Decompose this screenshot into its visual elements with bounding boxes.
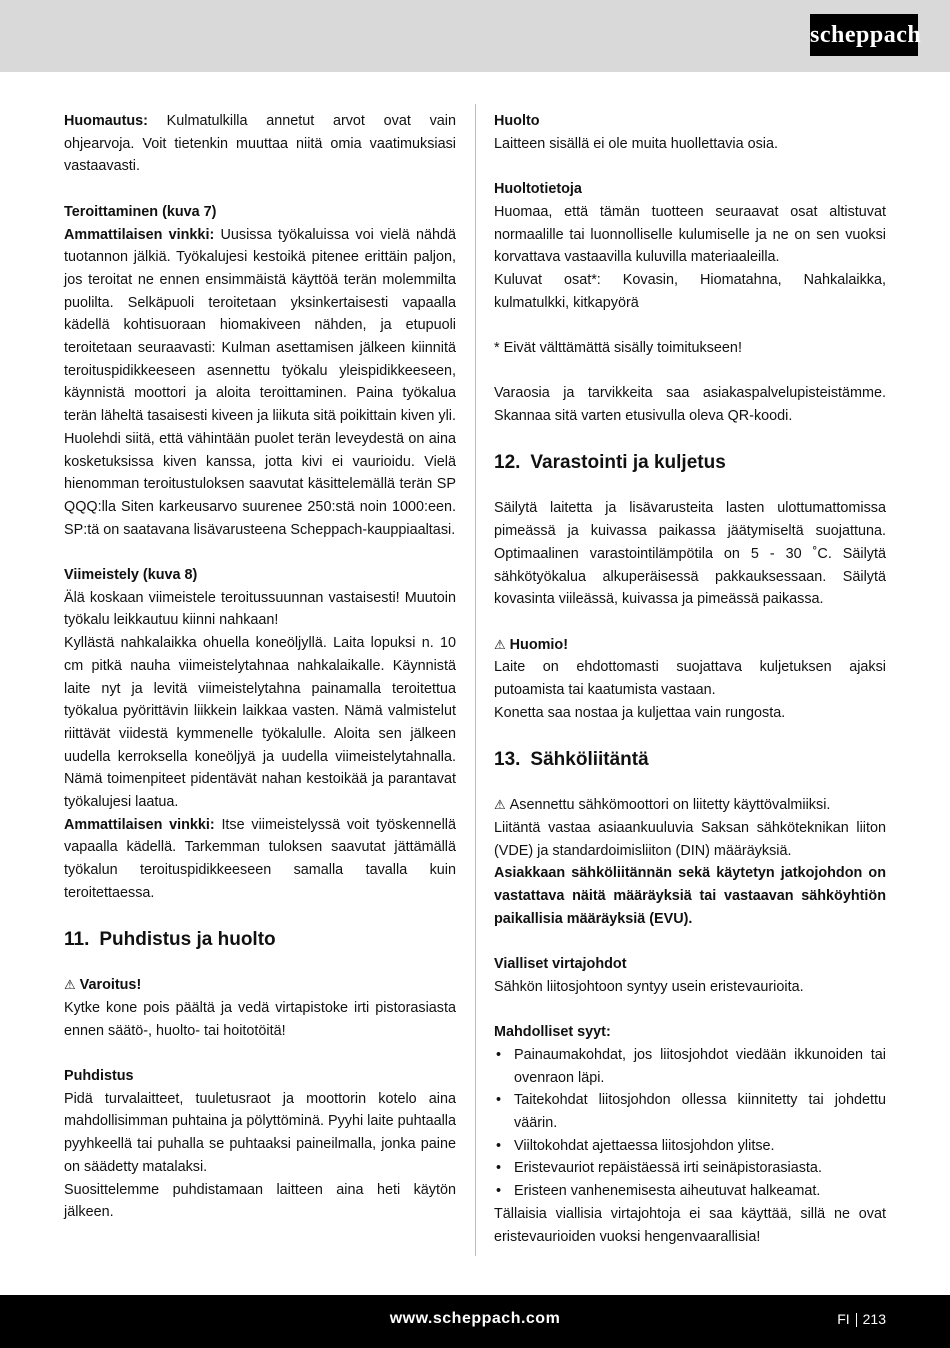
list-item: • Painaumakohdat, jos liitosjohdot viedään ikkunoiden tai ovenraon läpi. xyxy=(494,1044,886,1089)
section-13-title: Sähköliitäntä xyxy=(530,749,649,771)
finish-tip-paragraph xyxy=(64,814,456,905)
causes-list xyxy=(494,1044,886,1203)
section-11-title: Puhdistus ja huolto xyxy=(99,929,276,951)
finish-text-1: Älä koskaan viimeistele teroitussuunnan vastaisesti! Muutoin työkalu leikkautuu kiinni nahkaan! xyxy=(64,589,456,629)
warning-icon: ⚠ xyxy=(494,636,506,652)
language-code: FI xyxy=(837,1311,850,1327)
notice-text-1: Laite on ehdottomasti suojattava kuljetuksen ajaksi putoamista tai kaatumista vastaan. xyxy=(494,659,886,699)
warning-heading xyxy=(64,974,456,997)
spare-parts-text: Varaosia ja tarvikkeita saa asiakaspalvelupisteistämme. Skannaa sitä varten etusivulla oleva QR-koodi. xyxy=(494,385,886,425)
section-13-heading xyxy=(494,747,886,772)
wear-parts-text: Kuluvat osat*: Kovasin, Hiomatahna, Nahkalaikka, kulmatulkki, kitkapyörä xyxy=(494,271,886,311)
cleaning-title: Puhdistus xyxy=(64,1068,134,1085)
sharpen-text: Uusissa työkaluissa voi vielä nähdä tuotannon jälkiä. Työkalujesi kestoikä pitenee erittäin paljon, jos teroitat ne ennen ensimmäistä käyttöä terän molemmilta puolilta. Selkäpuoli teroitetaan yksinkertaisesti vapaalla kädellä kohtisuoraan hiomakiveen nähden, ja etupuoli teroitetaan seuraavasti: Kulman asettamisen jälkeen kiinnitä teroituspidikkeeseen asennettu työkalu yleispidikkeeseen, käynnistä moottori ja aloita teroittaminen. Paina työkalua terän läheltä tasaisesti kiveen ja liikuta sitä poikittain kiven yli. Huolehdi siitä, että vähintään puolet terän leveydestä on aina kosketuksissa kiven kanssa, jotta kivi ei vaurioidu. Vielä hienomman teroitustuloksen saavutat käsittelemällä terän SP QQQ:lla Siten karkeusarvo suurenee 250:stä noin 1000:een. SP:tä on saatavana lisävarusteena Scheppach-kauppiaaltasi. xyxy=(64,226,456,538)
list-item: • Taitekohdat liitosjohdon ollessa kiinnitetty tai johdettu väärin. xyxy=(494,1089,886,1134)
service-text: Laitteen sisällä ei ole muita huollettavia osia. xyxy=(494,135,778,152)
closing-text: Tällaisia viallisia virtajohtoja ei saa käyttää, sillä ne ovat eristevaurioiden vuoksi hengenvaarallisia! xyxy=(494,1205,886,1245)
service-info-title: Huoltotietoja xyxy=(494,181,582,198)
cleaning-text-1: Pidä turvalaitteet, tuuletusraot ja moottorin kotelo aina mahdollisimman puhtaina ja pölyttöminä. Pyyhi laite puhtaalla pyyhkeellä tai puhalla se puhtaaksi paineilmalla, jonka paine on säädetty matalaksi. xyxy=(64,1090,456,1175)
warning-text: Kytke kone pois päältä ja vedä virtapistoke irti pistorasiasta ennen säätö-, huolto- tai hoitotöitä! xyxy=(64,999,456,1039)
note-text: Kulmatulkilla annetut arvot ovat vain ohjearvoja. Voit tietenkin muuttaa niitä omia vaatimuksiasi vastaavasti. xyxy=(64,113,456,175)
page-number-value: 213 xyxy=(862,1311,886,1327)
notice-label: Huomio! xyxy=(509,636,569,653)
cleaning-text-2: Suosittelemme puhdistamaan laitteen aina heti käytön jälkeen. xyxy=(64,1181,456,1221)
list-item: • Viiltokohdat ajettaessa liitosjohdon ylitse. xyxy=(494,1135,886,1158)
sharpen-paragraph xyxy=(64,224,456,542)
causes-title: Mahdolliset syyt: xyxy=(494,1024,611,1041)
finish-title: Viimeistely (kuva 8) xyxy=(64,567,198,584)
page-number xyxy=(837,1295,886,1343)
electric-bold-text: Asiakkaan sähköliitännän sekä käytetyn jatkojohdon on vastattava näitä määräyksiä tai vastaavan sähköyhtiön paikallisia määräyksiä (EVU). xyxy=(494,865,886,927)
finish-text-2: Kyllästä nahkalaikka ohuella koneöljyllä. Laita lopuksi n. 10 cm pitkä nauha viimeistelytahnaa nahkalaikalle. Käynnistä laite nyt ja levitä viimeistelytahna painamalla teroitettua työkalua pyörittävin liikkein laikkaa vasten. Nämä valmistelut riittävät viidestä kymmenelle työkalulle. Aloita sen jälkeen uudella kerroksella koneöljyä ja uudella viimeistelytahnalla. Nämä toimenpiteet pidentävät nahan kestoikää ja parantavat työkalujesi laatua. xyxy=(64,635,456,811)
footer-separator xyxy=(856,1313,857,1327)
list-item: • Eristeen vanhenemisesta aiheutuvat halkeamat. xyxy=(494,1180,886,1203)
section-11-number: 11. xyxy=(64,929,90,951)
footer-url[interactable]: www.scheppach.com xyxy=(389,1310,561,1327)
service-info-text: Huomaa, että tämän tuotteen seuraavat osat altistuvat normaalille tai luonnolliselle kulumiselle ja ne on sen vuoksi korvattava vastaavilla kuluvilla materiaaleilla. xyxy=(494,203,886,266)
faulty-title: Vialliset virtajohdot xyxy=(494,956,627,973)
storage-text: Säilytä laitetta ja lisävarusteita lasten ulottumattomissa pimeässä ja kuivassa paikassa jäätymiseltä suojattuna. Optimaalinen varastointilämpötila on 5 - 30 ˚C. Säilytä sähkötyökalua alkuperäisessä pakkauksessaan. Säilytä kovasinta viileässä, kuivassa ja pimeässä paikassa. xyxy=(494,500,886,608)
finish-tip-text: Itse viimeistelyssä voit työskennellä vapaalla kädellä. Tarkemman tuloksen saavutat jättämällä työkalun teroituspidikkeeseen samalla tavalla kuin teroitettaessa. xyxy=(64,816,456,901)
page-header xyxy=(0,0,950,72)
notice-text-2: Konetta saa nostaa ja kuljettaa vain rungosta. xyxy=(494,704,786,721)
sharpen-title: Teroittaminen (kuva 7) xyxy=(64,203,217,220)
faulty-text: Sähkön liitosjohtoon syntyy usein eristevaurioita. xyxy=(494,978,804,995)
finish-tip-label: Ammattilaisen vinkki: xyxy=(64,816,215,833)
brand-logo: scheppach xyxy=(810,14,918,56)
note-label: Huomautus: xyxy=(64,113,148,129)
note-paragraph xyxy=(64,110,456,178)
sharpen-tip-label: Ammattilaisen vinkki: xyxy=(64,226,215,243)
service-title: Huolto xyxy=(494,113,540,129)
left-column xyxy=(64,110,456,1224)
section-12-heading xyxy=(494,450,886,475)
electric-text-2: Liitäntä vastaa asiaankuuluvia Saksan sähköteknikan liiton (VDE) ja standardoimisliiton (DIN) määräyksiä. xyxy=(494,819,886,859)
warning-label: Varoitus! xyxy=(79,977,142,994)
warning-icon: ⚠ xyxy=(494,797,506,813)
right-column xyxy=(494,110,886,1248)
footnote-text: * Eivät välttämättä sisälly toimitukseen! xyxy=(494,340,742,356)
section-12-number: 12. xyxy=(494,452,521,474)
page-footer xyxy=(0,1295,950,1348)
column-divider xyxy=(475,104,476,1256)
warning-icon: ⚠ xyxy=(64,977,76,993)
section-13-number: 13. xyxy=(494,749,521,771)
electric-text-1: ⚠ Asennettu sähkömoottori on liitetty käyttövalmiiksi. xyxy=(494,797,831,814)
section-12-title: Varastointi ja kuljetus xyxy=(530,452,726,474)
section-11-heading xyxy=(64,927,456,952)
notice-heading xyxy=(494,634,886,657)
list-item: • Eristevauriot repäistäessä irti seinäpistorasiasta. xyxy=(494,1157,886,1180)
